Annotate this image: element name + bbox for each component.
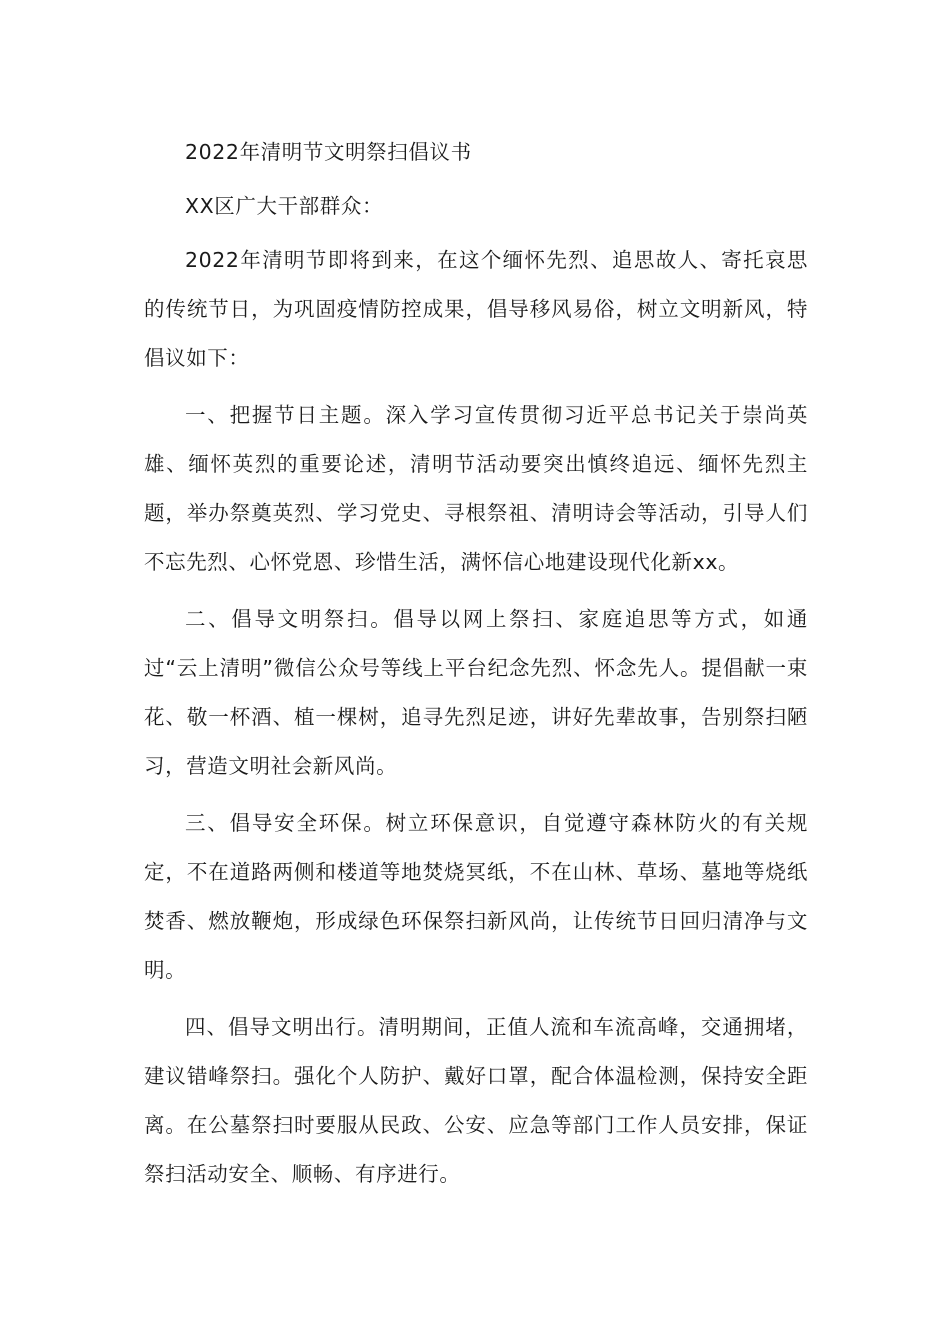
paragraph-safety-environment: 三、倡导安全环保。树立环保意识，自觉遵守森林防火的有关规定，不在道路两侧和楼道等地焚烧冥纸，不在山林、草场、墓地等烧纸焚香、燃放鞭炮，形成绿色环保祭扫新风尚，让传统节日回归清净与文明。 [144,811,808,982]
document-body [144,128,808,1207]
paragraph-civilized-travel: 四、倡导文明出行。清明期间，正值人流和车流高峰，交通拥堵，建议错峰祭扫。强化个人防护、戴好口罩，配合体温检测，保持安全距离。在公墓祭扫时要服从民政、公安、应急等部门工作人员安排，保证祭扫活动安全、顺畅、有序进行。 [144,1015,808,1186]
intro-paragraph: 2022年清明节即将到来，在这个缅怀先烈、追思故人、寄托哀思的传统节日，为巩固疫情防控成果，倡导移风易俗，树立文明新风，特倡议如下： [144,248,808,370]
document-title: 2022年清明节文明祭扫倡议书 [185,140,472,164]
salutation: XX区广大干部群众： [185,194,384,218]
paragraph-theme: 一、把握节日主题。深入学习宣传贯彻习近平总书记关于崇尚英雄、缅怀英烈的重要论述，清明节活动要突出慎终追远、缅怀先烈主题，举办祭奠英烈、学习党史、寻根祭祖、清明诗会等活动，引导人们不忘先烈、心怀党恩、珍惜生活，满怀信心地建设现代化新xx。 [144,403,808,574]
paragraph-civilized-sweeping: 二、倡导文明祭扫。倡导以网上祭扫、家庭追思等方式，如通过“云上清明”微信公众号等线上平台纪念先烈、怀念先人。提倡献一束花、敬一杯酒、植一棵树，追寻先烈足迹，讲好先辈故事，告别祭扫陋习，营造文明社会新风尚。 [144,607,808,778]
